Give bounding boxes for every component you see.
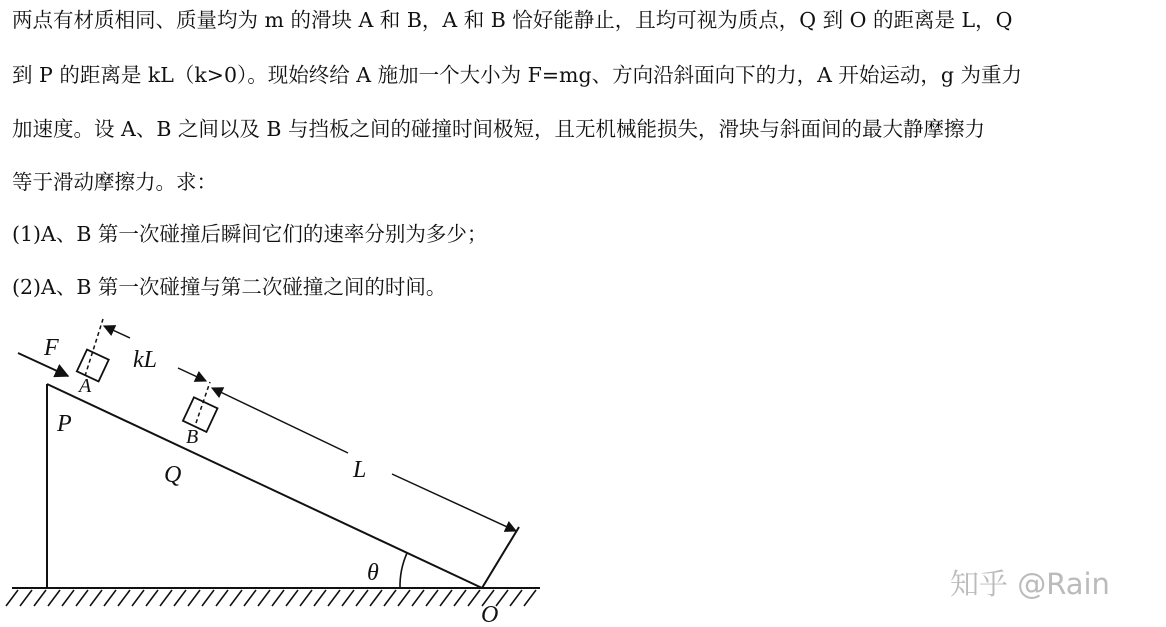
ground xyxy=(6,588,540,606)
l-arrow-left xyxy=(212,388,348,453)
label-f: F xyxy=(44,335,59,361)
problem-text-line-4: 等于滑动摩擦力。求： xyxy=(12,170,217,194)
label-a: A xyxy=(79,375,92,397)
force-arrow xyxy=(18,353,68,376)
kl-arrow-right xyxy=(178,368,206,381)
label-kl: kL xyxy=(133,347,157,373)
question-1: (1)A、B 第一次碰撞后瞬间它们的速率分别为多少； xyxy=(12,222,488,246)
label-theta: θ xyxy=(367,560,379,586)
problem-text-line-3: 加速度。设 A、B 之间以及 B 与挡板之间的碰撞时间极短，且无机械能损失，滑块与斜面间的最大静摩擦力 xyxy=(12,117,985,141)
label-l: L xyxy=(353,457,367,483)
label-q: Q xyxy=(164,462,182,488)
label-b: B xyxy=(186,426,199,448)
label-o: O xyxy=(481,602,499,627)
problem-text-line-2: 到 P 的距离是 kL（k>0）。现始终给 A 施加一个大小为 F=mg、方向沿斜面向下的力，A 开始运动，g 为重力 xyxy=(12,63,1023,87)
question-2: (2)A、B 第一次碰撞与第二次碰撞之间的时间。 xyxy=(12,275,447,299)
angle-theta-arc xyxy=(400,553,407,588)
label-p: P xyxy=(57,411,72,437)
problem-text-line-1: 两点有材质相同、质量均为 m 的滑块 A 和 B，A 和 B 恰好能静止，且均可视为质点，Q 到 O 的距离是 L，Q xyxy=(12,8,1013,32)
kl-arrow-left xyxy=(104,326,130,338)
ground-hatching xyxy=(6,590,536,606)
l-arrow-right xyxy=(392,474,516,531)
baffle-plate xyxy=(482,527,519,588)
incline-diagram xyxy=(0,318,560,627)
watermark: 知乎 @Rain xyxy=(950,567,1110,601)
